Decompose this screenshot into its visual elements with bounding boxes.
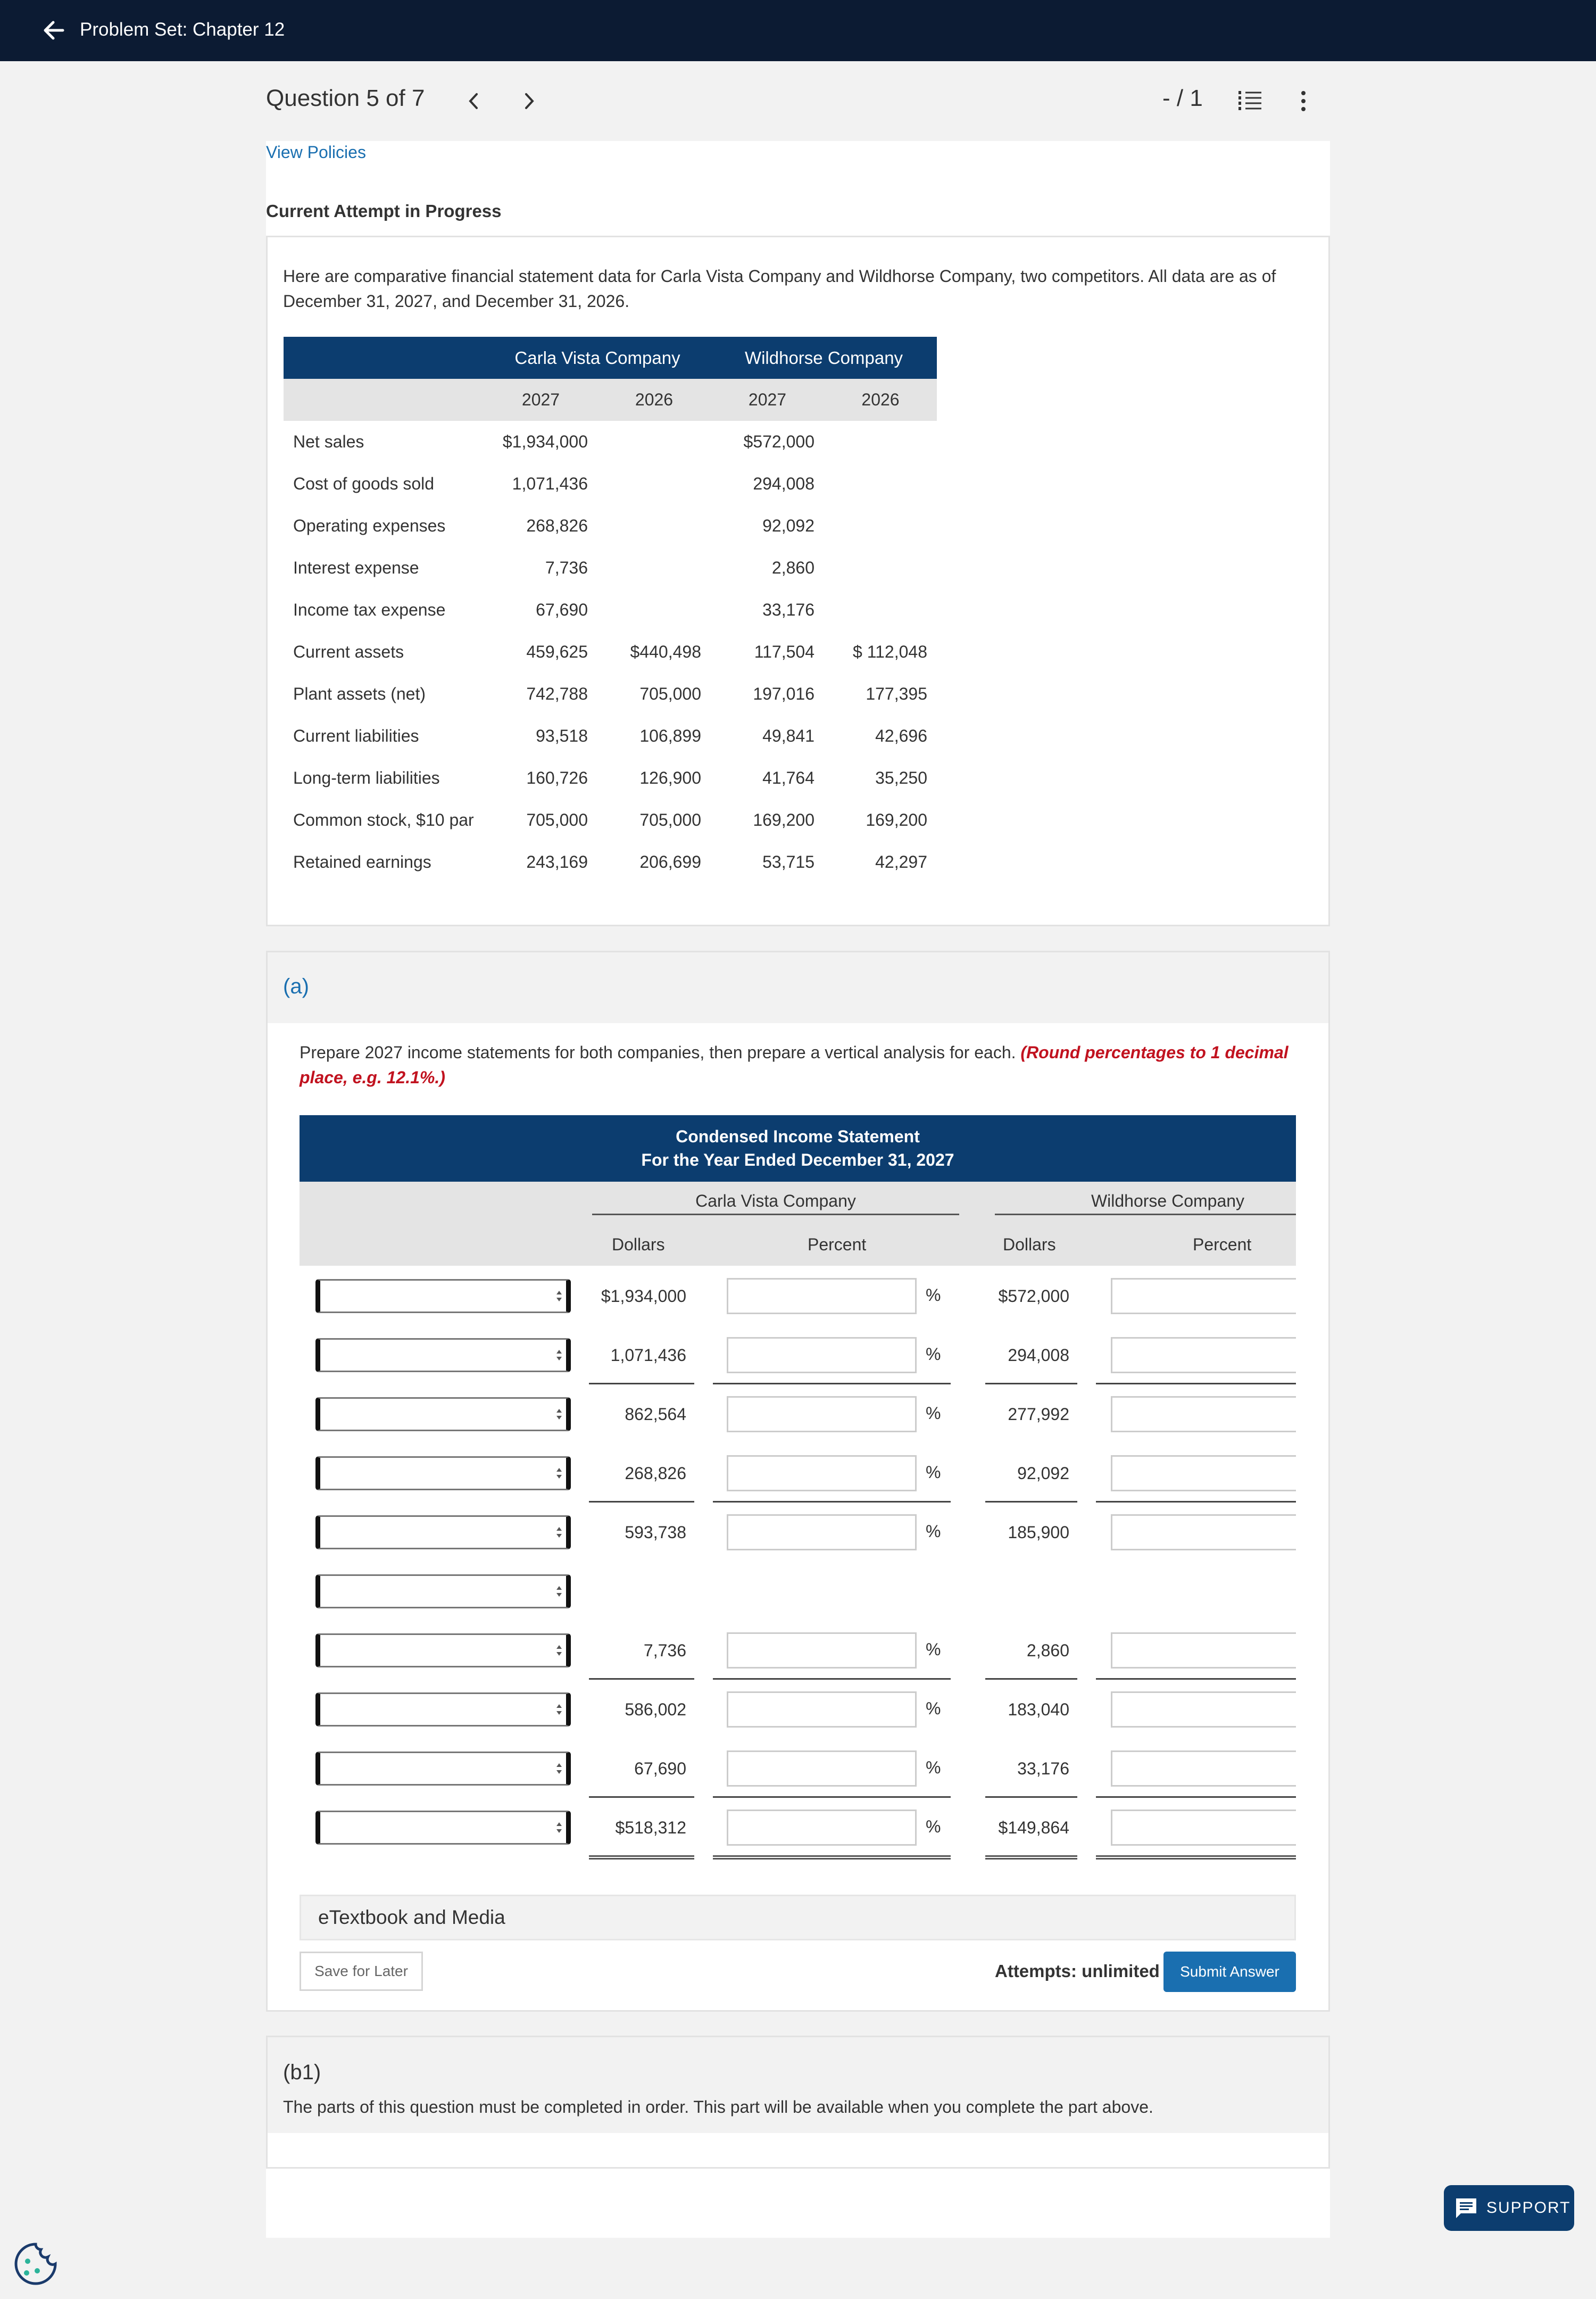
account-select[interactable]: [315, 1279, 571, 1313]
underline: [713, 1501, 951, 1503]
select-arrows-icon: [555, 1347, 563, 1363]
percent-input-b[interactable]: [1111, 1632, 1296, 1669]
account-select[interactable]: [315, 1574, 571, 1608]
double-underline: [1096, 1855, 1296, 1860]
row-label: Net sales: [293, 432, 364, 451]
cell-b-2027: 53,715: [762, 852, 814, 872]
account-select[interactable]: [315, 1515, 571, 1549]
row-label: Cost of goods sold: [293, 474, 435, 493]
cell-a-2026: [597, 547, 711, 589]
support-label: SUPPORT: [1486, 2199, 1571, 2217]
cell-b-2026: 42,297: [875, 852, 927, 872]
underline: [589, 1678, 694, 1680]
select-arrows-icon: [555, 1702, 563, 1717]
select-arrows-icon: [555, 1465, 563, 1481]
row-label: Income tax expense: [293, 600, 446, 619]
cell-b-2026: 177,395: [866, 684, 927, 703]
cell-b-2027: 2,860: [771, 558, 814, 577]
dollars-a: 268,826: [625, 1464, 686, 1483]
cell-a-2026: 106,899: [639, 726, 701, 745]
rounding-note: (Round percentages to 1 decimal place, e.g. 12.1%.): [300, 1043, 1289, 1087]
table-row: [284, 463, 937, 505]
col-percent-a: Percent: [808, 1235, 867, 1254]
double-underline: [589, 1855, 694, 1860]
table-row: [284, 673, 937, 715]
company-a-heading: Carla Vista Company: [695, 1191, 856, 1210]
etextbook-media-toggle[interactable]: eTextbook and Media: [300, 1895, 1296, 1940]
percent-input-a[interactable]: [727, 1278, 917, 1314]
table-row: [284, 715, 937, 757]
cell-a-2027: 1,071,436: [512, 474, 588, 493]
percent-sign: %: [926, 1404, 941, 1423]
select-arrows-icon: [555, 1583, 563, 1599]
account-select[interactable]: [315, 1633, 571, 1667]
percent-input-a[interactable]: [727, 1396, 917, 1432]
table-row: [284, 757, 937, 799]
percent-input-b[interactable]: [1111, 1691, 1296, 1728]
row-label: Long-term liabilities: [293, 768, 440, 787]
company-b-heading: Wildhorse Company: [1091, 1191, 1245, 1210]
cell-a-2026: 126,900: [639, 768, 701, 787]
cell-b-2026: [824, 547, 937, 589]
support-button[interactable]: [1444, 2185, 1574, 2231]
cell-b-2027: 41,764: [762, 768, 814, 787]
col-percent-b: Percent: [1193, 1235, 1252, 1254]
problem-set-title[interactable]: Problem Set: Chapter 12: [80, 19, 285, 40]
bottom-panel: [266, 2169, 1330, 2238]
row-label: Common stock, $10 par: [293, 810, 474, 829]
table-row: [284, 799, 937, 841]
cell-a-2026: $440,498: [630, 642, 701, 661]
cell-a-2027: 742,788: [526, 684, 588, 703]
table-row: [284, 631, 937, 673]
cell-b-2026: $ 112,048: [853, 642, 927, 661]
cell-b-2026: 169,200: [866, 810, 927, 829]
dollars-a: $518,312: [615, 1818, 686, 1837]
year-a-2026: 2026: [597, 379, 711, 421]
cell-a-2027: 459,625: [526, 642, 588, 661]
select-arrows-icon: [555, 1642, 563, 1658]
cell-a-2027: $1,934,000: [502, 432, 588, 451]
cell-a-2026: 705,000: [639, 684, 701, 703]
cell-b-2027: 33,176: [762, 600, 814, 619]
cell-a-2027: 93,518: [536, 726, 588, 745]
header-panel: [266, 141, 1330, 236]
attempt-status: Current Attempt in Progress: [266, 201, 502, 221]
double-underline: [713, 1855, 951, 1860]
dollars-b: $149,864: [998, 1818, 1069, 1837]
table-row: [284, 841, 937, 883]
percent-input-b[interactable]: [1111, 1514, 1296, 1550]
underline: [713, 1796, 951, 1798]
underline: [985, 1796, 1077, 1798]
arrow-left-icon[interactable]: [43, 16, 65, 45]
question-bar: [0, 61, 1596, 141]
part-a-instruction: [300, 1040, 1300, 1090]
cell-a-2027: 160,726: [526, 768, 588, 787]
underline: [713, 1678, 951, 1680]
cell-b-2027: $572,000: [743, 432, 814, 451]
dollars-a: 586,002: [625, 1700, 686, 1719]
chat-icon: [1453, 2196, 1479, 2221]
company-a-rule: [592, 1214, 959, 1215]
question-list-icon[interactable]: [1237, 89, 1264, 112]
dollars-b: 183,040: [1008, 1700, 1069, 1719]
dollars-a: 593,738: [625, 1523, 686, 1542]
cell-b-2027: 49,841: [762, 726, 814, 745]
double-underline: [985, 1855, 1077, 1860]
percent-input-b[interactable]: [1111, 1278, 1296, 1314]
percent-input-a[interactable]: [727, 1514, 917, 1550]
cell-a-2026: 206,699: [639, 852, 701, 872]
header-company-b: Wildhorse Company: [711, 337, 937, 379]
row-label: Current assets: [293, 642, 404, 661]
row-label: Retained earnings: [293, 852, 431, 872]
underline: [589, 1383, 694, 1384]
percent-input-a[interactable]: [727, 1337, 917, 1373]
instruction-text: Prepare 2027 income statements for both companies, then prepare a vertical analysis for each.: [300, 1043, 1016, 1062]
dollars-a: 862,564: [625, 1405, 686, 1424]
underline: [985, 1383, 1077, 1384]
statement-period: For the Year Ended December 31, 2027: [641, 1150, 954, 1169]
intro-text: Here are comparative financial statement data for Carla Vista Company and Wildhorse Company, two competitors. All data are as of December 31, 2027, and December 31, 2026.: [283, 267, 1276, 311]
header-company-a: Carla Vista Company: [484, 337, 711, 379]
dollars-b: 277,992: [1008, 1405, 1069, 1424]
cell-a-2027: 705,000: [526, 810, 588, 829]
part-a-header: [268, 952, 1328, 1023]
cell-b-2026: 42,696: [875, 726, 927, 745]
cell-a-2027: 268,826: [526, 516, 588, 535]
cell-b-2026: [824, 421, 937, 463]
cell-a-2026: 705,000: [639, 810, 701, 829]
cell-a-2026: [597, 463, 711, 505]
account-select[interactable]: [315, 1397, 571, 1431]
cell-a-2026: [597, 505, 711, 547]
dollars-a: 7,736: [643, 1641, 686, 1660]
chevron-right-icon[interactable]: [519, 88, 540, 114]
col-dollars-a: Dollars: [612, 1235, 665, 1254]
part-b1-text: The parts of this question must be completed in order. This part will be available when you complete the part above.: [283, 2097, 1153, 2117]
financial-data-table: [284, 337, 937, 883]
row-label: Interest expense: [293, 558, 419, 577]
cell-b-2026: [824, 463, 937, 505]
dollars-b: 2,860: [1026, 1641, 1069, 1660]
cell-a-2027: 7,736: [545, 558, 588, 577]
cell-a-2027: 67,690: [536, 600, 588, 619]
table-row: [284, 505, 937, 547]
table-row: [284, 547, 937, 589]
dollars-b: 33,176: [1017, 1759, 1069, 1778]
row-label: Current liabilities: [293, 726, 419, 745]
percent-input-a[interactable]: [727, 1455, 917, 1491]
underline: [589, 1796, 694, 1798]
underline: [1096, 1796, 1296, 1798]
part-b1-footer: [268, 2133, 1328, 2167]
year-b-2026: 2026: [824, 379, 937, 421]
percent-sign: %: [926, 1285, 941, 1305]
table-row: [284, 589, 937, 631]
submit-answer-button[interactable]: Submit Answer: [1163, 1952, 1296, 1992]
underline: [985, 1678, 1077, 1680]
view-policies-link[interactable]: View Policies: [266, 143, 366, 162]
percent-input-a[interactable]: [727, 1632, 917, 1669]
percent-sign: %: [926, 1344, 941, 1364]
save-for-later-button[interactable]: Save for Later: [300, 1952, 423, 1991]
part-b1-label: (b1): [283, 2061, 321, 2084]
percent-input-a[interactable]: [727, 1810, 917, 1846]
cell-a-2027: 243,169: [526, 852, 588, 872]
cookie-icon[interactable]: [12, 2240, 60, 2288]
dollars-b: 92,092: [1017, 1464, 1069, 1483]
account-select[interactable]: [315, 1338, 571, 1372]
percent-input-b[interactable]: [1111, 1396, 1296, 1432]
account-select[interactable]: [315, 1692, 571, 1727]
dollars-b: $572,000: [998, 1287, 1069, 1306]
chevron-left-icon[interactable]: [463, 88, 484, 114]
underline: [589, 1501, 694, 1503]
percent-input-b[interactable]: [1111, 1337, 1296, 1373]
percent-sign: %: [926, 1758, 941, 1777]
percent-sign: %: [926, 1817, 941, 1836]
cell-b-2027: 169,200: [753, 810, 814, 829]
dollars-b: 185,900: [1008, 1523, 1069, 1542]
dollars-a: $1,934,000: [601, 1287, 686, 1306]
cell-b-2027: 117,504: [754, 642, 814, 661]
account-select[interactable]: [315, 1811, 571, 1845]
account-select[interactable]: [315, 1456, 571, 1490]
col-dollars-b: Dollars: [1003, 1235, 1056, 1254]
percent-input-b[interactable]: [1111, 1455, 1296, 1491]
account-select[interactable]: [315, 1752, 571, 1786]
year-a-2027: 2027: [484, 379, 597, 421]
cell-b-2027: 92,092: [762, 516, 814, 535]
header-blank: [284, 337, 484, 379]
year-blank: [284, 379, 484, 421]
underline: [985, 1501, 1077, 1503]
percent-sign: %: [926, 1522, 941, 1541]
select-arrows-icon: [555, 1820, 563, 1836]
statement-header: [300, 1115, 1296, 1182]
select-arrows-icon: [555, 1288, 563, 1304]
row-label: Plant assets (net): [293, 684, 426, 703]
percent-sign: %: [926, 1463, 941, 1482]
year-b-2027: 2027: [711, 379, 824, 421]
percent-sign: %: [926, 1699, 941, 1718]
row-label: Operating expenses: [293, 516, 446, 535]
more-vertical-icon[interactable]: [1295, 88, 1311, 114]
company-b-rule: [995, 1214, 1296, 1215]
underline: [713, 1383, 951, 1384]
question-number: Question 5 of 7: [266, 85, 425, 111]
part-a-label: (a): [283, 975, 309, 998]
select-arrows-icon: [555, 1406, 563, 1422]
percent-input-b[interactable]: [1111, 1810, 1296, 1846]
select-arrows-icon: [555, 1761, 563, 1777]
dollars-a: 1,071,436: [610, 1346, 686, 1365]
dollars-a: 67,690: [634, 1759, 686, 1778]
percent-input-a[interactable]: [727, 1750, 917, 1787]
underline: [1096, 1678, 1296, 1680]
table-row: [284, 421, 937, 463]
cell-b-2026: [824, 505, 937, 547]
percent-input-a[interactable]: [727, 1691, 917, 1728]
cell-a-2026: [597, 589, 711, 631]
cell-b-2027: 197,016: [753, 684, 814, 703]
attempts-text: Attempts: unlimited: [995, 1961, 1160, 1981]
percent-sign: %: [926, 1640, 941, 1659]
cell-a-2026: [597, 421, 711, 463]
percent-input-b[interactable]: [1111, 1750, 1296, 1787]
select-arrows-icon: [555, 1524, 563, 1540]
underline: [1096, 1383, 1296, 1384]
dollars-b: 294,008: [1008, 1346, 1069, 1365]
cell-b-2026: [824, 589, 937, 631]
question-score: - / 1: [1162, 85, 1203, 111]
cell-b-2027: 294,008: [753, 474, 814, 493]
underline: [1096, 1501, 1296, 1503]
statement-title: Condensed Income Statement: [676, 1127, 920, 1146]
cell-b-2026: 35,250: [875, 768, 927, 787]
